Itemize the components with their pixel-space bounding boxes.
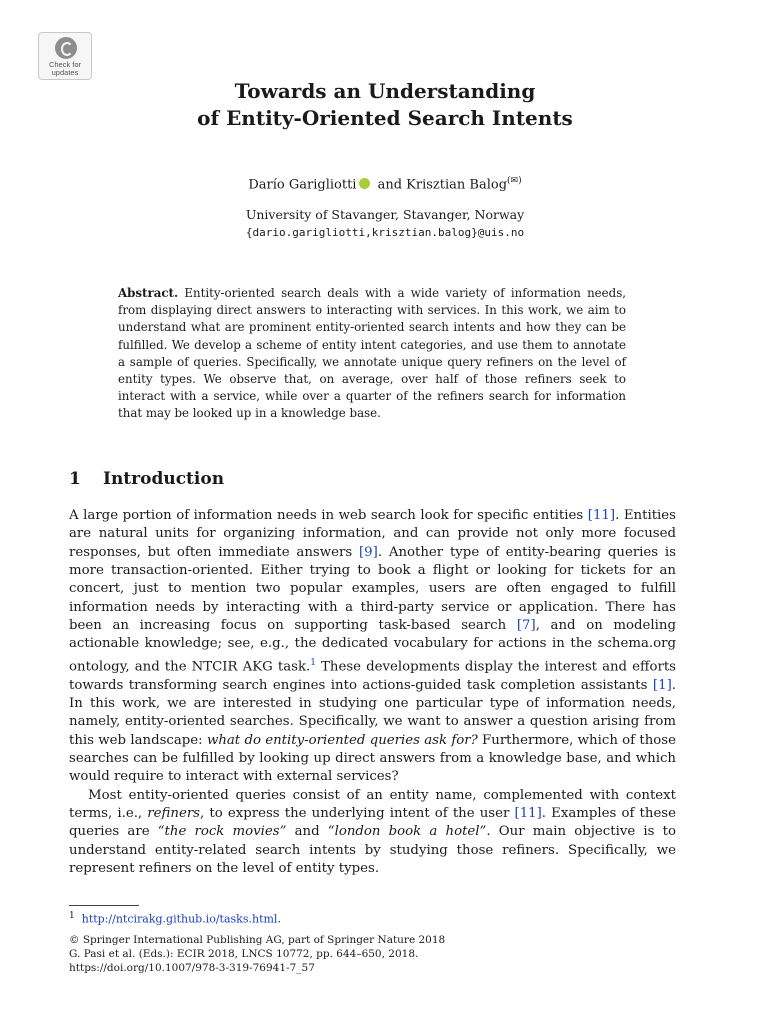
abstract-text: Entity-oriented search deals with a wide variety of information needs, from displaying direct answers to interacting with services. In this work, we aim to understand what are prominent entity-oriented search intents and how they can be fulfilled. We develop a scheme of entity intent categories, and use them to annotate a sample of queries. Specifically, we annotate unique query refiners on the level of entity types. We observe that, on average, over half of those refiners seek to interact with a service, while over a quarter of the refiners search for information that may be looked up in a knowledge base. (118, 286, 627, 421)
section-number: 1 (69, 469, 81, 489)
text-run: , and on modeling actionable knowledge; see, e.g., the dedicated vocabulary for actions in the schema.org ontology, and the NTCIR AKG task. (69, 618, 676, 675)
doi-link[interactable]: https://doi.org/10.1007/978-3-319-76941-7_57 (69, 962, 315, 974)
abstract-label: Abstract. (118, 286, 179, 300)
check-for-updates-badge[interactable] (38, 32, 92, 80)
text-run: , to express the underlying intent of the user (200, 805, 515, 821)
text-run: . Entities are natural units for organizing information, and can provide not only more focused responses, but often immediate answers (69, 508, 676, 560)
text-run: Most entity-oriented queries consist of an entity name, complemented with context terms, i.e., (69, 787, 676, 821)
paper-title (0, 78, 770, 132)
footnote-number: 1 (69, 911, 75, 921)
emphasis: what do entity-oriented queries ask for? (206, 732, 478, 748)
footnote (69, 908, 281, 928)
emphasis: “the rock movies” (157, 824, 287, 840)
citation-link[interactable]: [7] (516, 618, 536, 634)
copyright-notice (69, 933, 445, 975)
orcid-icon[interactable] (359, 178, 370, 189)
text-run: . Our main objective is to understand entity-related search intents by studying those refiners. Specifically, we represent refiners on the level of entity types. (69, 824, 676, 876)
text-run: . Another type of entity-bearing queries is more transaction-oriented. Either trying to book a flight or looking for tickets for an concert, just to mention two popular examples, users are often engaged to fulfill information needs by interacting with a third-party service or application. There has been an increasing focus on supporting task-based search (69, 544, 677, 634)
author-emails: {dario.garigliotti,krisztian.balog}@uis.no (245, 226, 525, 239)
emphasis: “london book a hotel” (327, 824, 487, 840)
paragraph-1 (69, 507, 676, 787)
citation-link[interactable]: [1] (652, 677, 672, 693)
paragraph-2 (69, 787, 676, 879)
citation-link[interactable]: [11] (514, 805, 542, 821)
text-run: These developments display the interest and efforts towards transforming search engines into actions-guided task completion assistants (69, 659, 676, 693)
section-title: Introduction (103, 469, 225, 489)
text-run: and (286, 824, 328, 840)
update-check-icon (55, 37, 77, 59)
footnote-rule (69, 905, 139, 906)
author-garigliotti: Darío Garigliotti (248, 177, 357, 193)
text-run: . In this work, we are interested in studying one particular type of information needs, namely, entity-oriented searches. Specifically, we want to answer a question arising from this web landscape: (69, 677, 676, 748)
text-run: A large portion of information needs in web search look for specific entities (69, 508, 588, 523)
citation-link[interactable]: [9] (358, 544, 378, 560)
citation-link[interactable]: [11] (587, 508, 616, 523)
proceedings-line: G. Pasi et al. (Eds.): ECIR 2018, LNCS 10772, pp. 644–650, 2018. (69, 948, 419, 960)
copyright-line: © Springer International Publishing AG, part of Springer Nature 2018 (69, 934, 446, 946)
body-text (69, 507, 676, 878)
abstract (118, 285, 626, 423)
section-heading (69, 467, 224, 491)
footnote-end: . (277, 912, 281, 926)
emphasis: refiners (147, 805, 201, 821)
text-run: Furthermore, which of those searches can be fulfilled by looking up direct answers from a knowledge base, and which would require to interact with external services? (69, 732, 676, 785)
title-line-2: of Entity-Oriented Search Intents (197, 106, 573, 130)
title-line-1: Towards an Understanding (234, 79, 536, 103)
footnote-url-link[interactable]: http://ntcirakg.github.io/tasks.html (81, 912, 278, 926)
badge-label: Check for updates (48, 60, 82, 77)
corresponding-author-mark: (✉) (507, 176, 522, 186)
text-run: . Examples of these queries are (69, 805, 677, 840)
author-list (0, 172, 770, 194)
footnote-marker[interactable]: 1 (310, 657, 316, 668)
affiliation: University of Stavanger, Stavanger, Norway (245, 207, 525, 222)
author-balog: and Krisztian Balog (373, 177, 508, 193)
